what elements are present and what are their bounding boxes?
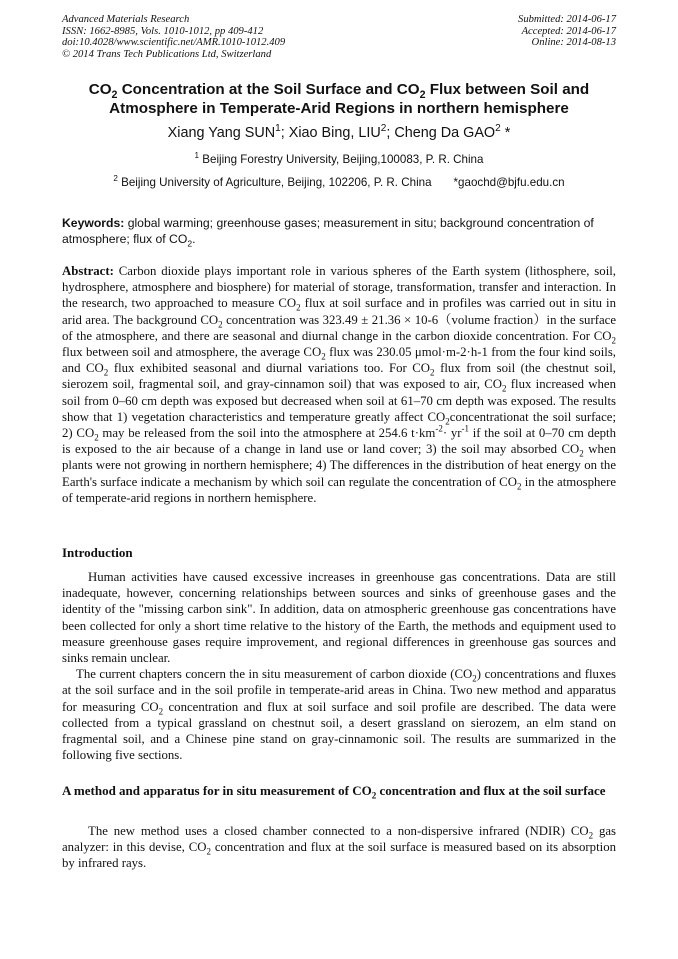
method-heading: A method and apparatus for in situ measurement of $CO_2$ concentration and flux at the soil surface — [62, 783, 606, 801]
journal-name: Advanced Materials Research — [62, 14, 190, 25]
journal-info — [62, 14, 285, 60]
affiliation-1: $^1$ Beijing Forestry University, Beijing,100083, P. R. China — [194, 151, 484, 166]
method-paragraph-1: The new method uses a closed chamber connected to a non-dispersive infrared (NDIR) $CO_2$ gas analyzer: in this devise, $CO_2$ concentration and flux at the soil surface is measured based on its absorption by infrared rays. — [62, 824, 617, 871]
title-line-2: Atmosphere in Temperate-Arid Regions in northern hemisphere — [109, 100, 569, 117]
submission-dates — [518, 14, 616, 49]
keywords-label: Keywords: — [62, 216, 125, 230]
online-date: Online: 2014-08-13 — [531, 37, 616, 49]
paper-title — [40, 80, 638, 118]
method-body — [62, 823, 616, 872]
abstract: Abstract: Carbon dioxide plays important role in various spheres of the Earth system (lithosphere, soil, hydrosphere, atmosphere and biosphere) for material of storage, transformation, transfer and interaction. In the research, two approached to measure $CO_2$ flux at soil surface and in profiles was carried out in situ in arid area. The background $CO_2$ concentration was 323.49 ± 21.36 × 10-6（volume fraction）in the surface of the atmosphere, and there are seasonal and diurnal change in the carbon dioxide concentration. For $CO_2$ flux between soil and atmosphere, the average $CO_2$ flux was 230.05 μmol·m-2·h-1 from the four kind soils, and $CO_2$ flux exhibited seasonal and diurnal variations too. For $CO_2$ flux from soil (the chestnut soil, sierozem soil, fragmental soil, and gray-cinnamon soil) that was exposed to air, $CO_2$ flux increased when soil from 0–60 cm depth was exposed but decreased when soil at 61–70 cm depth was exposed. The results show that 1) vegetation characteristics and temperature greatly affect $CO_2concentrationat$ the soil surface; 2) $CO_2$ may be released from the soil into the atmosphere at 254.6 $t\cdot km^{-2}\cdot yr^{-1}$ if the soil at 0–70 cm depth is exposed to the air because of a change in land use or land cover; 3) the soil may absorbed $CO_2$ when plants were not growing in northern hemisphere; 4) The differences in the distribution of heat energy on the Earth's surface indicate a mechanism by which soil can regulate the concentration of $CO_2$ in the atmosphere of temperate-arid regions in northern hemisphere. — [62, 264, 617, 505]
corresponding-email[interactable]: *gaochd@bjfu.edu.cn — [453, 176, 565, 189]
submitted-date: Submitted: 2014-06-17 — [518, 14, 616, 25]
abstract-label: Abstract: — [62, 264, 114, 278]
journal-doi[interactable]: doi:10.4028/www.scientific.net/AMR.1010-1012.409 — [62, 37, 286, 49]
title-line-1: $CO_2$ Concentration at the Soil Surface and $CO_2$ Flux between Soil and — [88, 81, 590, 102]
introduction-body — [62, 569, 616, 763]
introduction-paragraph-2: The current chapters concern the in situ measurement of carbon dioxide $(CO_2)$ concentrations and fluxes at the soil surface and in the soil profile in temperate-arid areas in China. Two new method and apparatus for measuring $CO_2$ concentration and flux at soil surface and soil profile are described. The data were collected from a typical grassland on chestnut soil, a desert grassland on sierozem, an elm stand on fragmental soil, and a Chinese pine stand on gray-cinnamonic soil. The results are summarized in the following five sections. — [62, 667, 617, 763]
introduction-paragraph-1: Human activities have caused excessive increases in greenhouse gas concentrations. Data are still inadequate, however, concerning relationships between sources and sinks of greenhouse gases and the identity of the "missing carbon sink". In addition, data on atmospheric greenhouse gas concentrations have been collected for only a short time relative to the history of the Earth, the methods and equipment used to measure greenhouse gases require improvement, and regional differences in greenhouse gas sources and sinks remain unclear. — [62, 570, 616, 666]
introduction-heading: Introduction — [62, 545, 133, 560]
author-list: Xiang Yang SUN$^1$; Xiao Bing, LIU$^2$; Cheng Da GAO$^2$ * — [167, 123, 511, 141]
affiliation-2: $^2$ Beijing University of Agriculture, Beijing, 102206, P. R. China *gaochd@bjfu.edu.cn — [113, 174, 565, 189]
journal-issn: ISSN: 1662-8985, Vols. 1010-1012, pp 409-412 — [62, 25, 264, 37]
journal-copyright: © 2014 Trans Tech Publications Ltd, Switzerland — [62, 48, 272, 60]
accepted-date: Accepted: 2014-06-17 — [521, 25, 616, 37]
keywords: Keywords: global warming; greenhouse gases; measurement in situ; background concentration of atmosphere; flux of $CO_2$. — [62, 216, 594, 248]
